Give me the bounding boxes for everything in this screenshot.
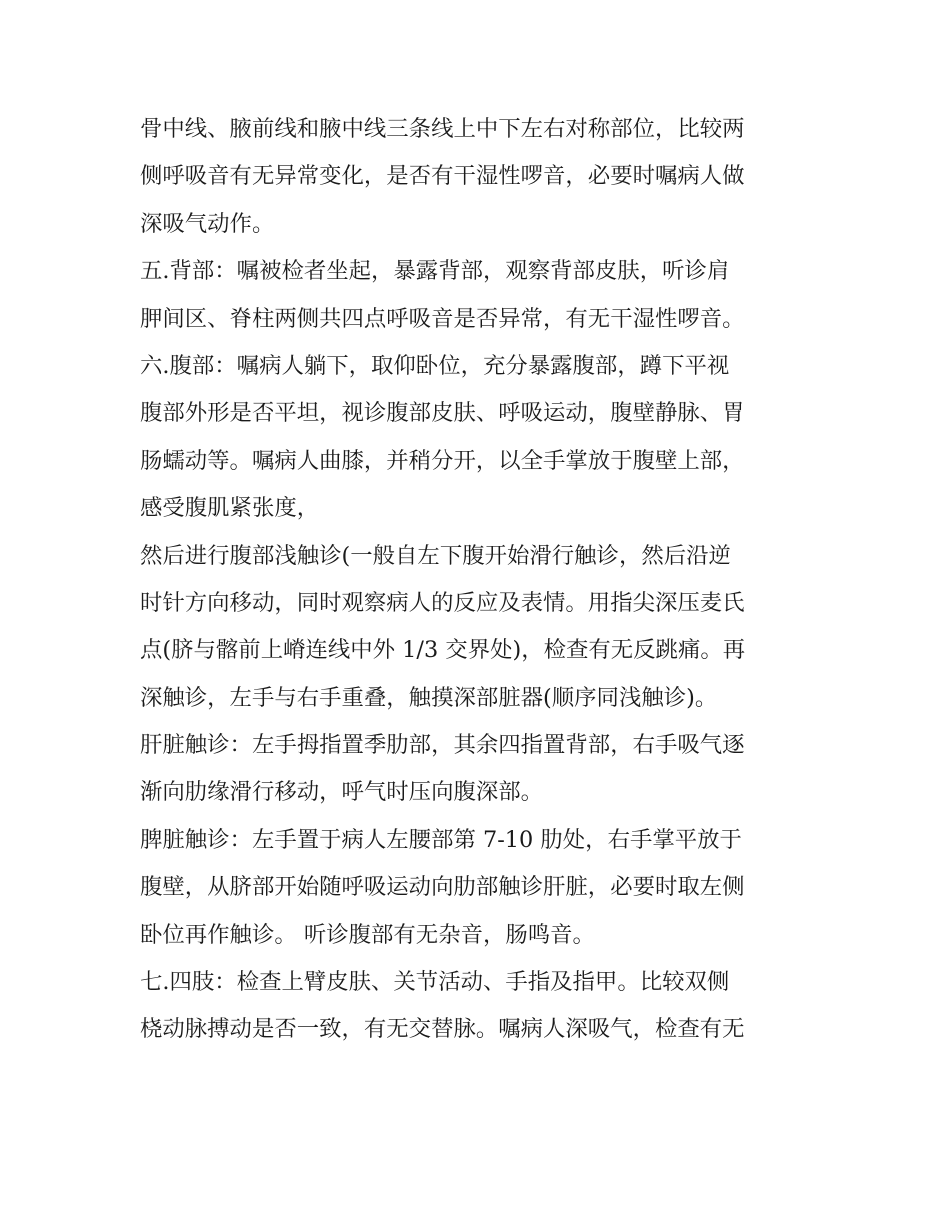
text-line: 时针方向移动，同时观察病人的反应及表情。用指尖深压麦氏 <box>140 589 745 616</box>
text-line: 桡动脉搏动是否一致，有无交替脉。嘱病人深吸气，检查有无 <box>140 1016 745 1043</box>
text-line: 骨中线、腋前线和腋中线三条线上中下左右对称部位，比较两 <box>140 116 745 142</box>
text-line: 腹壁，从脐部开始随呼吸运动向肋部触诊肝脏，必要时取左侧 <box>140 874 745 901</box>
text-line: 七.四肢：检查上臂皮肤、关节活动、手指及指甲。比较双侧 <box>140 969 730 996</box>
text-line: 深触诊，左手与右手重叠，触摸深部脏器(顺序同浅触诊)。 <box>140 684 718 711</box>
text-line: 五.背部：嘱被检者坐起，暴露背部，观察背部皮肤，听诊肩 <box>140 258 730 285</box>
text-line: 侧呼吸音有无异常变化，是否有干湿性啰音，必要时嘱病人做 <box>140 163 745 190</box>
text-line: 六.腹部：嘱病人躺下，取仰卧位，充分暴露腹部，蹲下平视 <box>140 352 730 379</box>
text-line: 胛间区、脊柱两侧共四点呼吸音是否异常，有无干湿性啰音。 <box>140 305 745 332</box>
text-line: 感受腹肌紧张度， <box>140 495 320 522</box>
document-body <box>140 106 820 1054</box>
text-line: 腹部外形是否平坦，视诊腹部皮肤、呼吸运动，腹壁静脉、胃 <box>140 400 745 427</box>
text-line: 深吸气动作。 <box>140 210 275 237</box>
text-line: 点(脐与髂前上嵴连线中外 1/3 交界处)，检查有无反跳痛。再 <box>140 637 746 664</box>
text-line: 肠蠕动等。嘱病人曲膝，并稍分开，以全手掌放于腹壁上部， <box>140 447 745 474</box>
text-line: 脾脏触诊：左手置于病人左腰部第 7-10 肋处，右手掌平放于 <box>140 826 742 853</box>
text-line: 卧位再作触诊。 听诊腹部有无杂音，肠鸣音。 <box>140 921 595 948</box>
text-line: 肝脏触诊：左手拇指置季肋部，其余四指置背部，右手吸气逐 <box>140 732 745 759</box>
text-line: 渐向肋缘滑行移动，呼气时压向腹深部。 <box>140 779 544 806</box>
text-line: 然后进行腹部浅触诊(一般自左下腹开始滑行触诊，然后沿逆 <box>140 542 731 569</box>
